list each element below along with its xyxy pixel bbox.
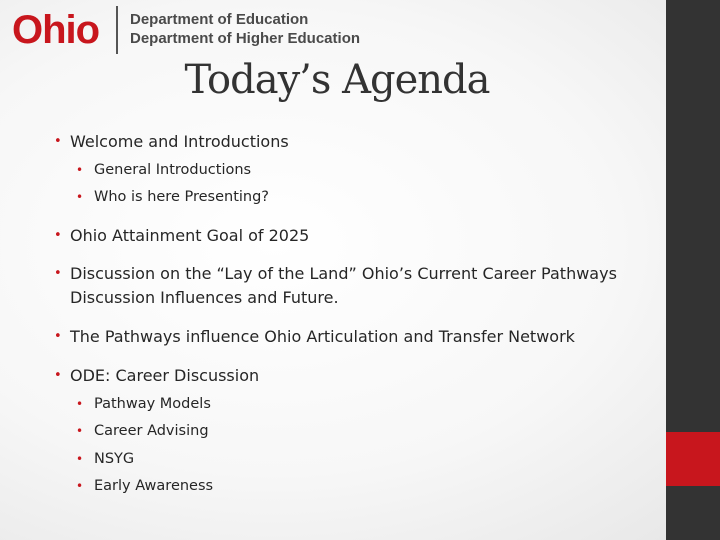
agenda-item-ode-career: ODE: Career Discussion xyxy=(70,366,260,385)
ohio-wordmark: Ohio xyxy=(12,8,100,52)
sidebar-accent-block xyxy=(666,432,720,486)
bullet-icon: • xyxy=(54,228,62,243)
agenda-subitem-early-awareness: Early Awareness xyxy=(94,478,214,494)
bullet-icon: • xyxy=(76,397,84,411)
bullet-icon: • xyxy=(54,134,62,149)
agenda-item-discussion-line1: Discussion on the “Lay of the Land” Ohio’s Current Career Pathways xyxy=(70,264,617,283)
bullet-icon: • xyxy=(54,266,62,281)
agenda-subitem-nsyg: NSYG xyxy=(94,451,135,467)
agenda-subitem-career-advising: Career Advising xyxy=(94,423,209,439)
bullet-icon: • xyxy=(76,424,84,438)
bullet-icon: • xyxy=(76,479,84,493)
agenda-subitem-pathway-models: Pathway Models xyxy=(94,396,211,412)
bullet-icon: • xyxy=(54,368,62,383)
agenda-subitem-general-introductions: General Introductions xyxy=(94,162,252,178)
bullet-icon: • xyxy=(76,163,84,177)
agenda-item-discussion-line2: Discussion Influences and Future. xyxy=(70,288,339,307)
bullet-icon: • xyxy=(54,329,62,344)
logo-dept-higher-education: Department of Higher Education xyxy=(130,30,361,47)
bullet-icon: • xyxy=(76,452,84,466)
agenda-subitem-presenting: Who is here Presenting? xyxy=(94,189,270,205)
agenda-item-welcome: Welcome and Introductions xyxy=(70,132,289,151)
agenda-item-pathways: The Pathways influence Ohio Articulation and Transfer Network xyxy=(70,327,575,346)
bullet-icon: • xyxy=(76,190,84,204)
slide-title: Today’s Agenda xyxy=(184,57,490,103)
logo-dept-education: Department of Education xyxy=(130,11,309,28)
agenda-item-attainment-goal: Ohio Attainment Goal of 2025 xyxy=(70,226,310,245)
